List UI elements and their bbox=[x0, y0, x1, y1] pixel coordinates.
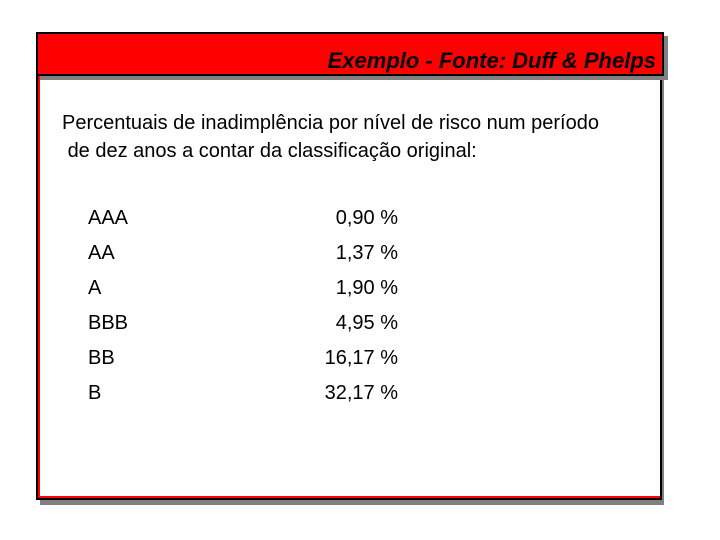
rating-label: AAA bbox=[88, 207, 129, 229]
intro-line-1: Percentuais de inadimplência por nível de risco num período bbox=[62, 112, 599, 134]
title-bar bbox=[36, 32, 664, 76]
table-row bbox=[88, 344, 398, 379]
table-row bbox=[88, 204, 398, 239]
default-rate-value: 1,90 % bbox=[335, 277, 398, 299]
table-row bbox=[88, 379, 398, 414]
default-rate-value: 0,90 % bbox=[335, 207, 398, 229]
default-rate-value: 1,37 % bbox=[335, 242, 398, 264]
slide-title: Exemplo - Fonte: Duff & Phelps bbox=[327, 48, 656, 73]
rating-label: A bbox=[88, 277, 102, 299]
default-rate-value: 16,17 % bbox=[324, 347, 398, 369]
table-row bbox=[88, 239, 398, 274]
default-rate-value: 4,95 % bbox=[335, 312, 398, 334]
intro-line-2 bbox=[62, 137, 720, 165]
rating-label: BB bbox=[88, 347, 115, 369]
table-row bbox=[88, 274, 398, 309]
intro-line-2-text: de dez anos a contar da classificação original: bbox=[67, 140, 477, 162]
table-row bbox=[88, 309, 398, 344]
default-rate-table bbox=[88, 204, 398, 414]
rating-label: AA bbox=[88, 242, 115, 264]
rating-label: B bbox=[88, 382, 102, 404]
rating-label: BBB bbox=[88, 312, 129, 334]
intro-paragraph bbox=[62, 109, 720, 165]
default-rate-value: 32,17 % bbox=[324, 382, 398, 404]
